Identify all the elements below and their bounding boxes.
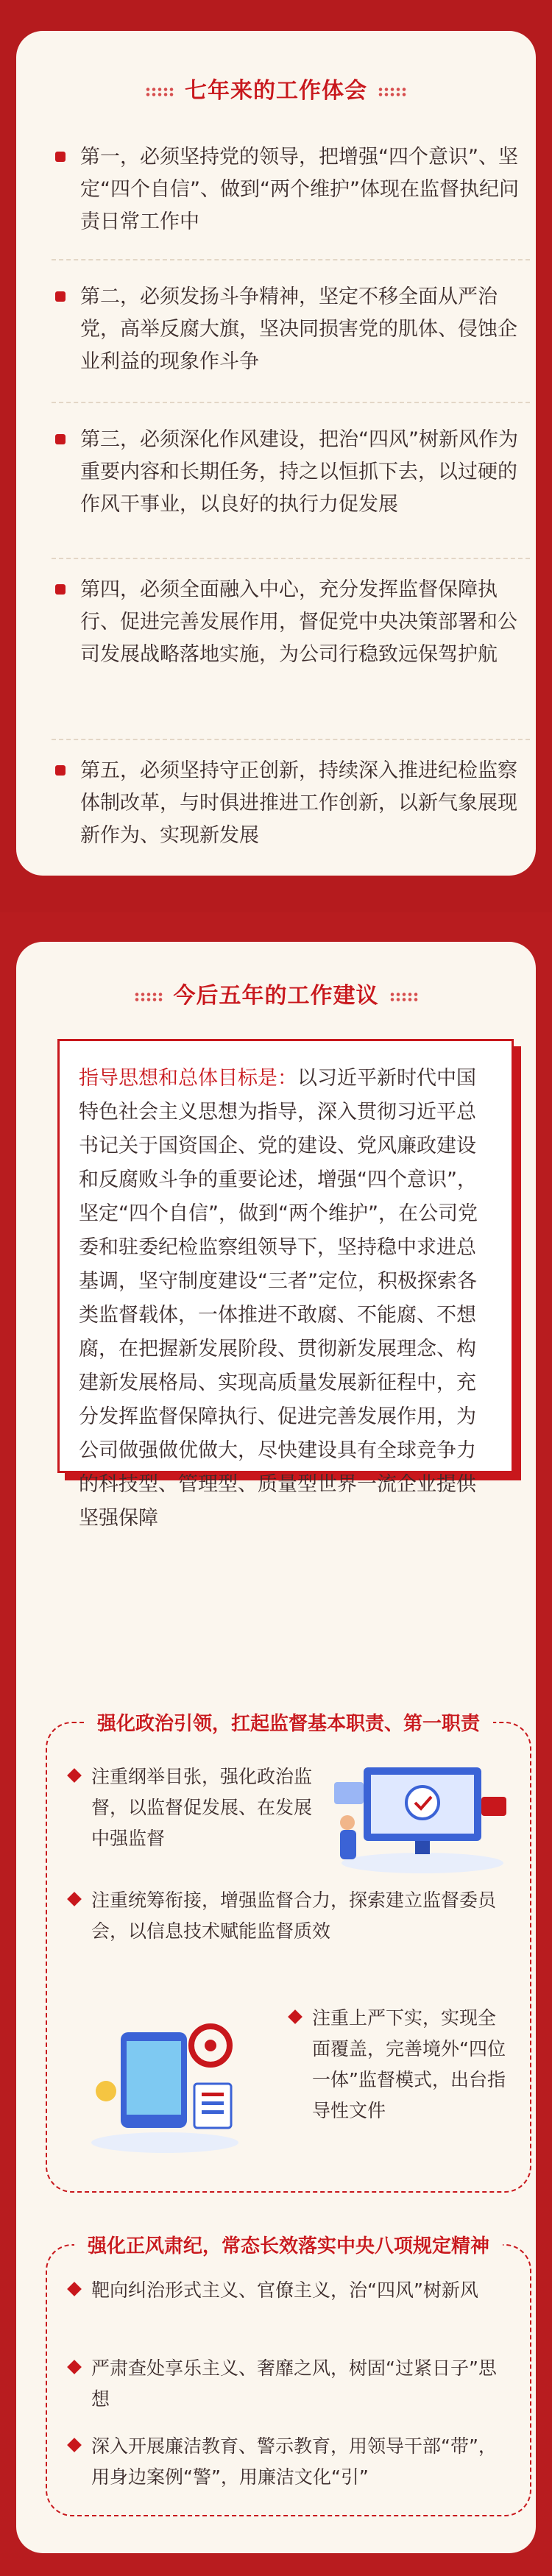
- discipline-box: [46, 2235, 531, 2516]
- section-title-text: 七年来的工作体会: [185, 78, 367, 104]
- square-bullet-icon: [55, 584, 66, 595]
- divider: [52, 558, 530, 559]
- diamond-bullet-icon: [67, 2360, 82, 2374]
- discipline-point-3: [91, 2431, 511, 2493]
- square-bullet-icon: [55, 291, 66, 302]
- political-guidance-box: [46, 1713, 531, 2193]
- point-3: [312, 2003, 511, 2126]
- discipline-point-1: [91, 2275, 511, 2306]
- experience-item-text: 第一，必须坚持党的领导，把增强“四个意识”、坚定“四个自信”、做到“两个维护”体现在监督执纪问责日常工作中: [80, 146, 519, 233]
- experience-item-text: 第四，必须全面融入中心，充分发挥监督保障执行、促进完善发展作用，督促党中央决策部署和公司发展战略落地实施，为公司行稳致远保驾护航: [80, 578, 517, 666]
- square-bullet-icon: [55, 765, 66, 776]
- square-bullet-icon: [55, 152, 66, 162]
- dots-decoration-right: [389, 992, 419, 1002]
- point-text: 靶向纠治形式主义、官僚主义，治“四风”树新风: [91, 2279, 478, 2301]
- guiding-principle-body: 以习近平新时代中国特色社会主义思想为指导，深入贯彻习近平总书记关于国资国企、党的建设、党风廉政建设和反腐败斗争的重要论述，增强“四个意识”，坚定“四个自信”，做到“两个维护”，在公司党委和驻委纪检监察组领导下，坚持稳中求进总基调，坚守制度建设“三者”定位，积极探索各类监督载体，一体推进不敢腐、不能腐、不想腐，在把握新发展阶段、贯彻新发展理念、构建新发展格局、实现高质量发展新征程中，充分发挥监督保障执行、促进完善发展作用，为公司做强做优做大，尽快建设具有全球竞争力的科技型、管理型、质量型世界一流企业提供坚强保障: [79, 1067, 478, 1530]
- dots-decoration-left: [145, 87, 174, 97]
- experience-item-text: 第三，必须深化作风建设，把治“四风”树新风作为重要内容和长期任务，持之以恒抓下去，以过硬的作风干事业，以良好的执行力促发展: [80, 428, 518, 516]
- dots-decoration-left: [134, 992, 163, 1002]
- divider: [52, 739, 530, 740]
- divider: [52, 402, 530, 403]
- point-text: 严肃查处享乐主义、奢靡之风，树固“过紧日子”思想: [91, 2357, 497, 2410]
- box-title-discipline: 强化正风肃纪，常态长效落实中央八项规定精神: [74, 2231, 503, 2258]
- guiding-principle-lead: 指导思想和总体目标是：: [79, 1067, 297, 1090]
- diamond-bullet-icon: [288, 2009, 302, 2024]
- point-text: 注重上严下实，实现全面覆盖，完善境外“四位一体”监督模式，出台指导性文件: [312, 2007, 506, 2121]
- section-title-experience: [16, 72, 536, 104]
- diamond-bullet-icon: [67, 2282, 82, 2296]
- point-text: 注重纲举目张，强化政治监督，以监督促发展、在发展中强监督: [91, 1766, 313, 1849]
- section-title-text: 今后五年的工作建议: [173, 983, 379, 1009]
- box-title-political-guidance: 强化政治引领，扛起监督基本职责、第一职责: [84, 1709, 493, 1736]
- divider: [52, 259, 530, 260]
- point-text: 注重统筹衔接，增强监督合力，探索建立监督委员会，以信息技术赋能监督质效: [91, 1890, 497, 1942]
- point-1: [91, 1761, 312, 1854]
- dots-decoration-right: [378, 87, 407, 97]
- diamond-bullet-icon: [67, 2438, 82, 2452]
- experience-card: [16, 31, 536, 876]
- guiding-principle-panel: [57, 1039, 514, 1530]
- technology-illustration-icon: [77, 2003, 253, 2157]
- monitor-illustration-icon: [312, 1753, 511, 1878]
- suggestions-card: [16, 942, 536, 2553]
- discipline-point-2: [91, 2353, 511, 2415]
- experience-item-text: 第二，必须发扬斗争精神，坚定不移全面从严治党，高举反腐大旗，坚决同损害党的肌体、侵蚀企业利益的现象作斗争: [80, 285, 517, 373]
- point-2: [91, 1885, 503, 1947]
- section-title-suggestions: [16, 977, 536, 1010]
- experience-item-text: 第五，必须坚持守正创新，持续深入推进纪检监察体制改革，与时俱进推进工作创新，以新气象展现新作为、实现新发展: [80, 759, 517, 847]
- guiding-principle-text: [79, 1062, 495, 1536]
- square-bullet-icon: [55, 434, 66, 444]
- diamond-bullet-icon: [67, 1768, 82, 1783]
- diamond-bullet-icon: [67, 1892, 82, 1906]
- point-text: 深入开展廉洁教育、警示教育，用领导干部“带”，用身边案例“警”，用廉洁文化“引”: [91, 2435, 497, 2488]
